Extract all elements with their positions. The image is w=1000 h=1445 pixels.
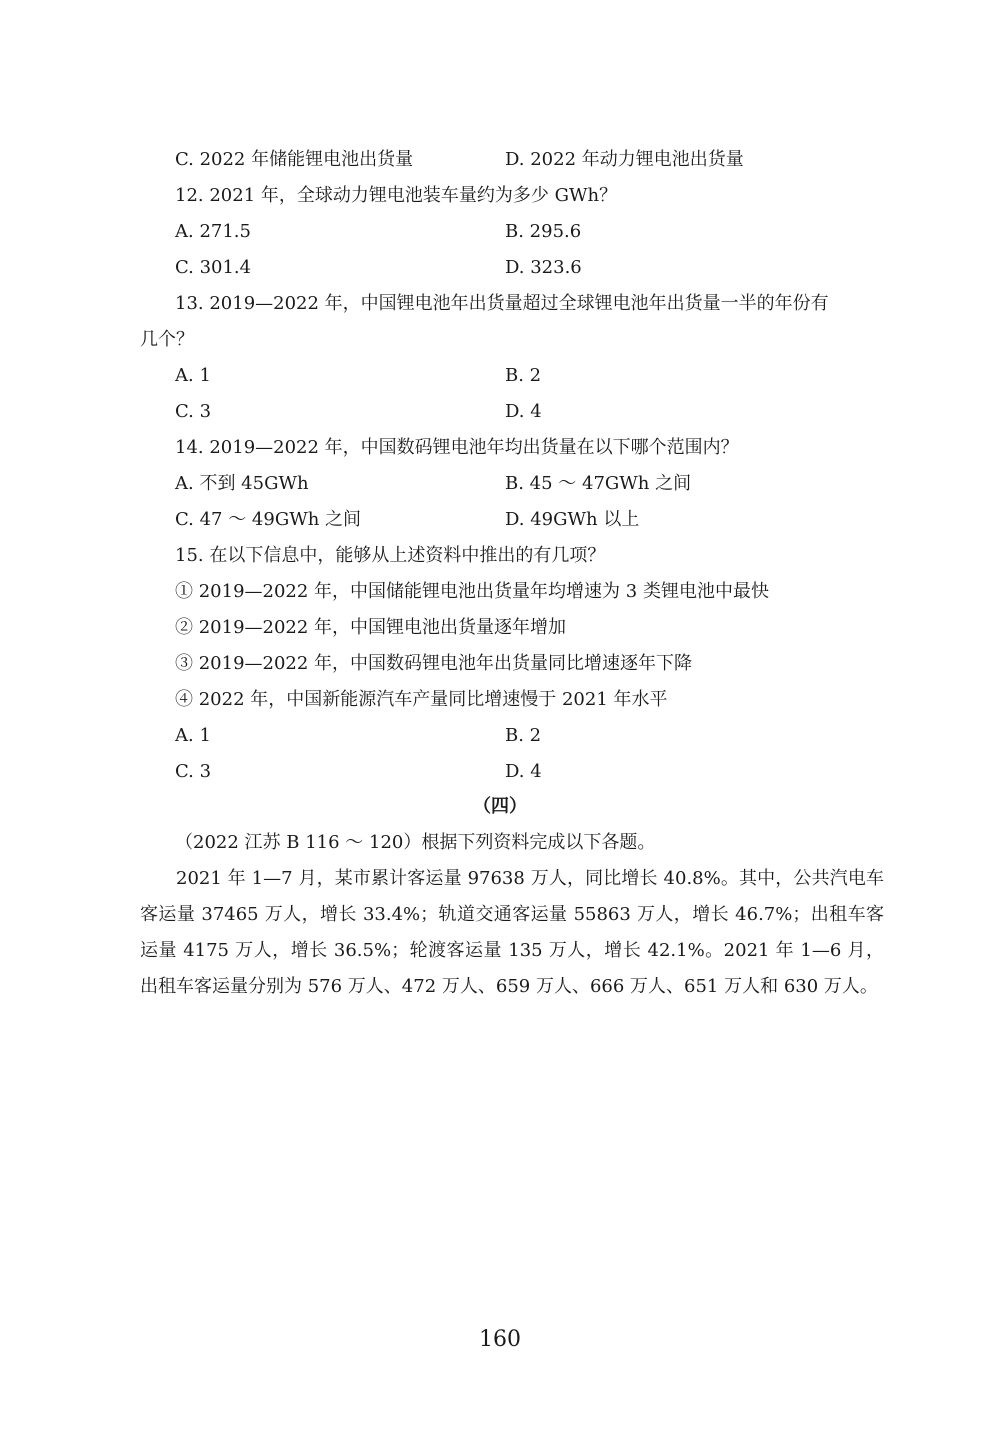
q15-item-2: ② 2019—2022 年，中国锂电池出货量逐年增加 — [175, 617, 567, 638]
q12-options-row-cd — [175, 255, 875, 281]
q15-option-c: C. 3 — [175, 761, 212, 782]
q11-options-row-cd — [175, 147, 875, 173]
section-4-paragraph: 2021 年 1—7 月，某市累计客运量 97638 万人，同比增长 40.8%。其中，公共汽电车客运量 37465 万人，增长 33.4%；轨道交通客运量 55863 万人，增长 46.7%；出租车客运量 4175 万人，增长 36.5%；轮渡客运量 135 万人，增长 42.1%。2021 年 1—6 月，出租车客运量分别为 576 万人、472 万人、659 万人、666 万人、651 万人和 630 万人。 — [140, 868, 884, 997]
q15-item-4: ④ 2022 年，中国新能源汽车产量同比增速慢于 2021 年水平 — [175, 689, 668, 710]
q13-option-a: A. 1 — [175, 365, 211, 386]
q13-option-c: C. 3 — [175, 401, 212, 422]
q14-option-a: A. 不到 45GWh — [175, 473, 309, 494]
q15-options-row-ab — [175, 723, 875, 749]
q11-option-d: D. 2022 年动力锂电池出货量 — [505, 149, 744, 170]
q11-option-c: C. 2022 年储能锂电池出货量 — [175, 149, 414, 170]
q14-stem: 14. 2019—2022 年，中国数码锂电池年均出货量在以下哪个范围内？ — [175, 437, 739, 458]
q14-options-row-cd — [175, 507, 875, 533]
q13-options-row-ab — [175, 363, 875, 389]
q13-stem-line2: 几个？ — [140, 329, 194, 350]
q15-options-row-cd — [175, 759, 875, 785]
q13-option-d: D. 4 — [505, 401, 542, 422]
q15-item-3: ③ 2019—2022 年，中国数码锂电池年出货量同比增速逐年下降 — [175, 653, 693, 674]
q15-option-d: D. 4 — [505, 761, 542, 782]
q15-stem: 15. 在以下信息中，能够从上述资料中推出的有几项？ — [175, 545, 606, 566]
section-4-source: （2022 江苏 B 116 ～ 120）根据下列资料完成以下各题。 — [175, 832, 656, 853]
section-4-title: （四） — [473, 796, 527, 817]
q12-option-d: D. 323.6 — [505, 257, 582, 278]
page-number: 160 — [479, 1327, 521, 1352]
q14-option-b: B. 45 ～ 47GWh 之间 — [505, 473, 692, 494]
q14-option-d: D. 49GWh 以上 — [505, 509, 640, 530]
q13-option-b: B. 2 — [505, 365, 542, 386]
q15-option-b: B. 2 — [505, 725, 542, 746]
q15-item-1: ① 2019—2022 年，中国储能锂电池出货量年均增速为 3 类锂电池中最快 — [175, 581, 769, 602]
q12-stem: 12. 2021 年，全球动力锂电池装车量约为多少 GWh？ — [175, 185, 618, 206]
q13-options-row-cd — [175, 399, 875, 425]
q12-options-row-ab — [175, 219, 875, 245]
q12-option-c: C. 301.4 — [175, 257, 252, 278]
q14-option-c: C. 47 ～ 49GWh 之间 — [175, 509, 362, 530]
q12-option-b: B. 295.6 — [505, 221, 582, 242]
q14-options-row-ab — [175, 471, 875, 497]
q15-option-a: A. 1 — [175, 725, 211, 746]
q13-stem-line1: 13. 2019—2022 年，中国锂电池年出货量超过全球锂电池年出货量一半的年份有 — [175, 293, 829, 314]
q12-option-a: A. 271.5 — [175, 221, 251, 242]
